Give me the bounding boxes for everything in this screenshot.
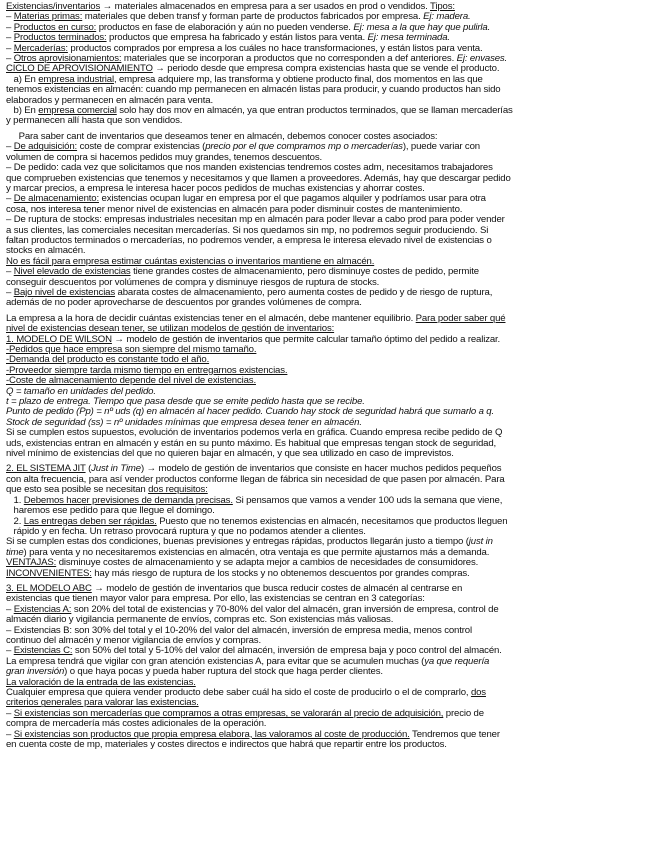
text-line: cosa, nos interesa tener menor nivel de existencias en almacén para poder disminuir costes de mantenimiento. xyxy=(6,204,463,215)
text-line: y permanecen allí hasta que son vendidos. xyxy=(6,116,183,127)
text-line: continuo del almacén y menor vigilancia de envíos y compras. xyxy=(6,635,261,646)
text-line: conseguir descuentos por volúmenes de compra y disminuye riesgos de ruptura de stocks. xyxy=(6,277,380,288)
text-line: haremos ese pedido para que llegue el domingo. xyxy=(6,506,215,517)
text-line: Stock de seguridad (ss) = nº unidades mínimas que empresa desea tener en almacén. xyxy=(6,417,362,428)
text-line: – Materias primas: materiales que deben transf y forman parte de productos fabricados por empresa. Ej: madera. xyxy=(6,12,471,23)
text-line: No es fácil para empresa estimar cuántas existencias o inventarios mantiene en almacén. xyxy=(6,256,375,267)
text-line: y marcar precios, a empresa le interesa hacer pocos pedidos de muchas existencias y ahorrar costes. xyxy=(6,183,425,194)
text-line: La empresa a la hora de decidir cuántas existencias tener en el almacén, debe mantener equilibrio. Para poder saber qué xyxy=(6,313,506,324)
text-line: La empresa tendrá que vigilar con gran atención existencias A, para evitar que se acumulen muchas (ya que requería xyxy=(6,656,490,667)
text-line: INCONVENIENTES: hay más riesgo de ruptura de los stocks y no obtenemos descuentos por grandes compras. xyxy=(6,568,470,579)
text-line: 3. EL MODELO ABC → modelo de gestión de inventarios que busca reducir costes de almacén al centrarse en xyxy=(6,583,463,594)
text-line: tenemos existencias en almacén: cuando mp permanecen en almacén listas para producir, y cuando productos han sido xyxy=(6,85,501,96)
text-line: 2. EL SISTEMA JIT (Just in Time) → modelo de gestión de inventarios que consiste en hacer muchos pedidos pequeños xyxy=(6,464,502,475)
text-line: – De ruptura de stocks: empresas industriales necesitan mp en almacén para poder llevar a cabo prod para poder vender xyxy=(6,215,505,226)
text-line: 1. Debemos hacer previsiones de demanda precisas. Si pensamos que vamos a vender 100 uds la semana que viene, xyxy=(6,495,503,506)
text-line: La valoración de la entrada de las existencias. xyxy=(6,677,196,688)
text-line: – Existencias B: son 30% del total y el 10-20% del valor del almacén, inversión de empresa media, menos control xyxy=(6,625,472,636)
text-line: -Pedidos que hace empresa son siempre del mismo tamaño. xyxy=(6,345,257,355)
text-line: – Productos en curso: productos en fase de elaboración y aún no pueden venderse. Ej: mesa a la que hay que pulirla. xyxy=(6,22,491,33)
text-line: – Si existencias son productos que propia empresa elabora, las valoramos al coste de producción. Tendremos que tener xyxy=(6,729,500,740)
text-line: volumen de compra si hacemos pedidos muy grandes, tenemos descuentos. xyxy=(6,152,323,163)
text-line: – De almacenamiento: existencias ocupan lugar en empresa por el que pagamos alquiler y podríamos usar para otra xyxy=(6,194,486,205)
text-line: Q = tamaño en unidades del pedido. xyxy=(6,386,156,397)
text-line: Existencias/inventarios → materiales almacenados en empresa para a ser usados en prod o vendidos. Tipos: xyxy=(6,2,455,12)
text-line: t = plazo de entrega. Tiempo que pasa desde que se emite pedido hasta que se recibe. xyxy=(6,397,365,408)
text-line: a sus clientes, las comerciales necesitan mercaderías. Si nos quedamos sin mp, no podremos seguir produciendo. Si xyxy=(6,225,489,236)
text-line: uds, existencias entran en almacén y están en su punto máximo. Es habitual que empresas tengan stock de seguridad, xyxy=(6,438,497,449)
text-line: -Coste de almacenamiento depende del nivel de existencias. xyxy=(6,376,256,387)
text-line: que comprueben existencias que tenemos y necesitamos y que llamen a proveedores. Además, hay que descargar pedido xyxy=(6,173,511,184)
text-line: – De adquisición: coste de comprar existencias (precio por el que compramos mp o mercaderías), puede variar con xyxy=(6,142,480,153)
text-line: Para saber cant de inventarios que deseamos tener en almacén, debemos conocer costes asociados: xyxy=(6,131,438,142)
text-line: faltan productos terminados o mercaderías, no podremos vender, a empresa le interesa elevado nivel de existencias o xyxy=(6,235,492,246)
text-line: además de no poder aprovecharse de descuentos por grandes volúmenes de compra. xyxy=(6,298,362,309)
text-line: -Demanda del producto es constante todo el año. xyxy=(6,355,210,366)
text-line: b) En empresa comercial solo hay dos mov en almacén, ya que entran productos terminados, que se llaman mercaderías xyxy=(6,106,513,117)
text-line: que esto sea posible se necesitan dos requisitos: xyxy=(6,485,208,496)
text-line: – Nivel elevado de existencias tiene grandes costes de almacenamiento, pero disminuye costes de pedido, permite xyxy=(6,267,479,278)
text-line: 1. MODELO DE WILSON → modelo de gestión de inventarios que permite calcular tamaño óptimo del pedido a realizar. xyxy=(6,334,501,345)
text-line: – Otros aprovisionamientos: materiales que se incorporan a productos que no corresponden a def anteriores. Ej: envases. xyxy=(6,54,508,65)
text-line: VENTAJAS: disminuye costes de almacenamiento y se adapta mejor a cambios de necesidades de consumidores. xyxy=(6,558,479,569)
text-line: – Bajo nivel de existencias abarata costes de almacenamiento, pero aumenta costes de pedido y de riesgo de ruptura, xyxy=(6,287,493,298)
text-line: – Existencias C: son 50% del total y 5-10% del valor del almacén, inversión de empresa baja y poco control del almacén. xyxy=(6,646,502,657)
text-line: criterios generales para valorar las existencias. xyxy=(6,698,199,709)
text-line: almacén diario y vigilancia permanente de envíos, compras etc. Son existencias más valiosas. xyxy=(6,615,394,626)
text-line: – Si existencias son mercaderías que compramos a otras empresas, se valorarán al precio de adquisición, precio de xyxy=(6,708,484,719)
text-line: nivel mínimo de existencias del que no quieren bajar en almacén, y que sea utilizado en caso de imprevistos. xyxy=(6,449,454,460)
text-line: Si se cumplen estas dos condiciones, buenas previsiones y entregas rápidas, productos llegarán justo a tiempo (just in xyxy=(6,537,493,548)
text-line: elaborados y permanecen en almacén para venta. xyxy=(6,95,213,106)
text-line: – Mercaderías: productos comprados por empresa a los cuáles no hace transformaciones, y están listos para venta. xyxy=(6,43,483,54)
text-line: rápido y en fecha. Un retraso provocará ruptura y que no podamos atender a clientes. xyxy=(6,526,366,537)
text-line: a) En empresa industrial, empresa adquiere mp, las transforma y obtiene producto final, dos momentos en las que xyxy=(6,74,483,85)
text-line: existencias que tienen mayor valor para empresa. Por ello, las existencias se centran en 3 categorías: xyxy=(6,594,425,605)
text-line: -Proveedor siempre tarda mismo tiempo en entregarnos existencias. xyxy=(6,365,288,376)
text-line: – Existencias A: son 20% del total de existencias y 70-80% del valor del almacén, gran inversión de empresa, control de xyxy=(6,604,499,615)
text-line: en cuenta coste de mp, materiales y costes directos e indirectos que habrá que repartir entre los productos. xyxy=(6,740,447,751)
text-line: – De pedido: cada vez que solicitamos que nos manden existencias tendremos costes adm, necesitamos trabajadores xyxy=(6,163,493,174)
text-line: Si se cumplen estos supuestos, evolución de inventarios podemos verla en gráfica. Cuando empresa recibe pedido de Q xyxy=(6,428,503,439)
text-line: Cualquier empresa que quiera vender producto debe saber cuál ha sido el coste de producirlo o el de comprarlo, dos xyxy=(6,688,486,698)
text-line: – Productos terminados: productos que empresa ha fabricado y están listos para venta. Ej: mesa terminada. xyxy=(6,33,450,44)
text-line: CICLO DE APROVISIONAMIENTO → periodo desde que empresa compra existencias hasta que se vende el producto. xyxy=(6,64,500,75)
text-line: 2. Las entregas deben ser rápidas. Puesto que no tenemos existencias en almacén, necesitamos que productos lleguen xyxy=(6,516,508,527)
text-line: compra de mercadería más costes adicionales de la operación. xyxy=(6,719,267,730)
text-line: nivel de existencias desean tener, se utilizan modelos de gestión de inventarios: xyxy=(6,324,335,335)
text-line: Punto de pedido (Pp) = nº uds (q) en almacén al hacer pedido. Cuando hay stock de seguridad habrá que sumarlo a q. xyxy=(6,407,495,418)
text-line: stocks en almacén. xyxy=(6,246,86,257)
text-line: time) para venta y no necesitaremos existencias en almacén, otra ventaja es que permite ajustarnos más a demanda. xyxy=(6,547,490,558)
text-line: gran inversión) o que haya pocas y pueda haber ruptura del stock que haga perder clientes. xyxy=(6,667,383,678)
text-line: con alta frecuencia, para así vender productos conforme llegan de fábrica sin necesidad de que pasen por almacén. Para xyxy=(6,474,505,485)
